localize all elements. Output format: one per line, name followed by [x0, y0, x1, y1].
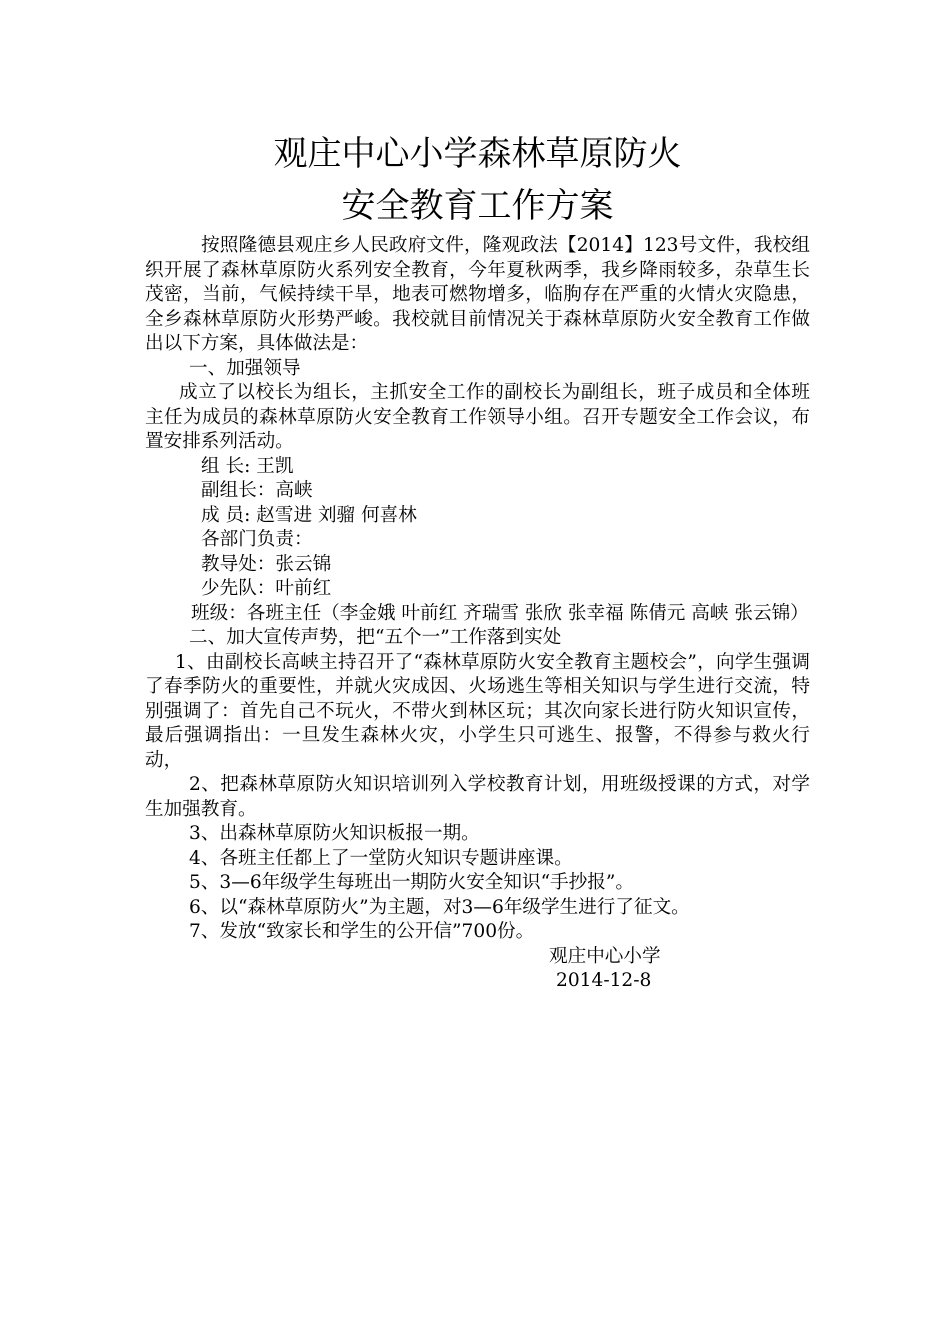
document-title-line2: 安全教育工作方案: [341, 186, 614, 226]
list-item-6: 6、以“森林草原防火”为主题，对3—6年级学生进行了征文。: [189, 896, 690, 918]
intro-paragraph: 按照隆德县观庄乡人民政府文件，隆观政法【2014】123号文件，我校组织开展了森林草原防火系列安全教育，今年夏秋两季，我乡降雨较多，杂草生长茂密，当前，气候持续干旱，地表可燃物增多，临朐存在严重的火情火灾隐患，全乡森林草原防火形势严峻。我校就目前情况关于森林草原防火安全教育工作做出以下方案，具体做法是：: [145, 235, 810, 354]
members-line: 成 员: 赵雪进 刘骝 何喜林: [201, 504, 417, 526]
departments-heading: 各部门负责：: [201, 529, 313, 550]
list-item-3: 3、出森林草原防火知识板报一期。: [189, 823, 480, 844]
list-item-4: 4、各班主任都上了一堂防火知识专题讲座课。: [189, 847, 573, 869]
section1-heading: 一、加强领导: [189, 357, 301, 379]
signature-date: 2014-12-8: [556, 970, 652, 991]
dept-pioneers-line: 少先队：叶前红: [201, 578, 332, 599]
dept-classes-line: 班级：各班主任（李金娥 叶前红 齐瑞雪 张欣 张幸福 陈倩元 高峡 张云锦）: [191, 602, 809, 624]
signature-organization: 观庄中心小学: [549, 945, 661, 967]
document-title-line1: 观庄中心小学森林草原防火: [273, 134, 682, 174]
section2-heading: 二、加大宣传声势，把“五个一”工作落到实处: [189, 627, 562, 648]
section1-body: 成立了以校长为组长，主抓安全工作的副校长为副组长，班子成员和全体班主任为成员的森林草原防火安全教育工作领导小组。召开专题安全工作会议，布置安排系列活动。: [145, 382, 810, 452]
list-item-7: 7、发放“致家长和学生的公开信”700份。: [189, 921, 535, 942]
document-page: [145, 128, 810, 994]
list-item-1: 1、由副校长高峡主持召开了“森林草原防火安全教育主题校会”，向学生强调了春季防火的重要性，并就火灾成因、火场逃生等相关知识与学生进行交流，特别强调了：首先自己不玩火，不带火到林区玩；其次向家长进行防火知识宣传，最后强调指出：一旦发生森林火灾，小学生只可逃生、报警，不得参与救火行动，: [145, 651, 810, 771]
dept-teaching-line: 教导处：张云锦: [201, 553, 332, 575]
list-item-2: 2、把森林草原防火知识培训列入学校教育计划，用班级授课的方式，对学生加强教育。: [145, 774, 810, 820]
list-item-5: 5、3—6年级学生每班出一期防火安全知识“手抄报”。: [189, 872, 634, 893]
deputy-leader-line: 副组长：高峡: [201, 480, 313, 501]
leader-line: 组 长: 王凯: [201, 455, 294, 477]
